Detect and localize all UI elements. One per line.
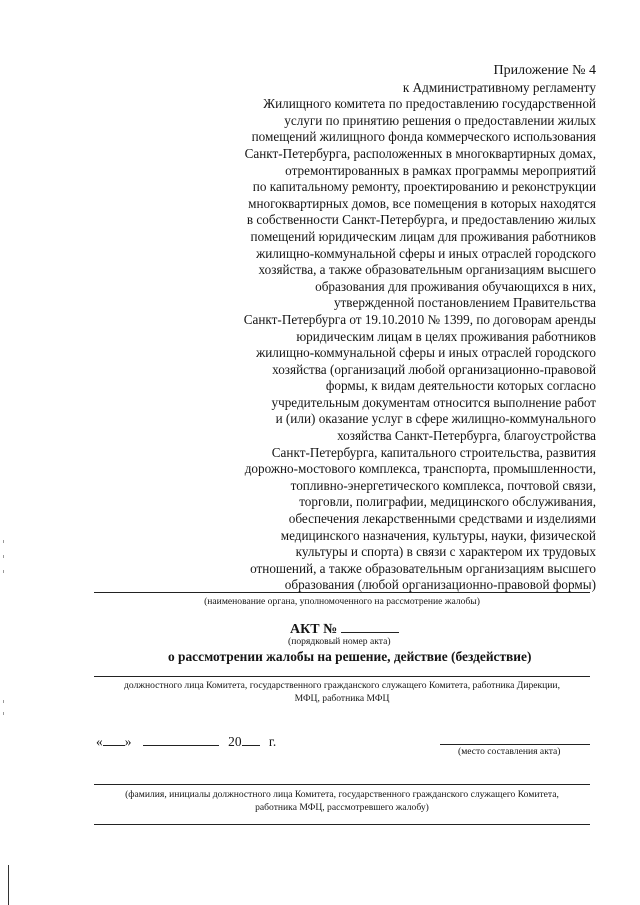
appendix-line: отношений, а также образовательным организациям высшего xyxy=(250,560,596,576)
authority-caption: (наименование органа, уполномоченного на рассмотрение жалобы) xyxy=(204,596,480,607)
date-day-field[interactable] xyxy=(103,733,125,746)
place-field[interactable] xyxy=(440,744,590,745)
appendix-line: помещений юридическим лицам для проживания работников xyxy=(250,228,596,244)
appendix-line: обеспечения лекарственными средствами и изделиями xyxy=(288,511,596,527)
act-number-caption: (порядковый номер акта) xyxy=(288,636,391,647)
appendix-line: топливно-энергетического комплекса, почтовой связи, xyxy=(290,477,596,493)
appendix-line: образования для проживания обучающихся в них, xyxy=(315,278,596,294)
appendix-line: Жилищного комитета по предоставлению государственной xyxy=(263,96,596,112)
appendix-line: в собственности Санкт-Петербурга, и предоставлению жилых xyxy=(246,212,596,228)
scan-mark xyxy=(3,700,4,703)
authority-name-field[interactable] xyxy=(94,592,590,593)
appendix-line: Санкт-Петербурга, расположенных в многоквартирных домах, xyxy=(244,145,596,161)
appendix-line: формы, к видам деятельности которых согласно xyxy=(325,378,596,394)
reviewer-caption-line2: работника МФЦ, рассмотревшего жалобу) xyxy=(255,802,429,813)
reviewer-extra-line[interactable] xyxy=(94,824,590,825)
appendix-line: многоквартирных домов, все помещения в которых находятся xyxy=(248,195,596,211)
appendix-line: по капитальному ремонту, проектированию и реконструкции xyxy=(252,179,596,195)
act-label: АКТ № xyxy=(290,622,338,637)
appendix-line: юридическим лицам в целях проживания работников xyxy=(296,328,596,344)
date-open-quote: « xyxy=(96,734,103,749)
appendix-line: образования (любой организационно-правовой формы) xyxy=(284,577,596,593)
official-name-field[interactable] xyxy=(94,676,590,677)
act-number-field[interactable] xyxy=(341,620,399,633)
appendix-line: медицинского назначения, культуры, науки, физической xyxy=(280,527,596,543)
scan-mark xyxy=(3,570,4,573)
reviewer-name-field[interactable] xyxy=(94,784,590,785)
appendix-line: хозяйства, а также образовательным организациям высшего xyxy=(258,262,596,278)
appendix-line: учредительным документам относится выполнение работ xyxy=(271,394,596,410)
date-year-prefix: 20 xyxy=(228,734,242,749)
appendix-line: к Административному регламенту xyxy=(402,79,596,95)
scan-mark xyxy=(3,555,4,558)
appendix-line: Санкт-Петербурга, капитального строительства, развития xyxy=(271,444,596,460)
appendix-line: торговли, полиграфии, медицинского обслуживания, xyxy=(299,494,596,510)
official-caption-line1: должностного лица Комитета, государственного гражданского служащего Комитета, работника Дирекции, xyxy=(124,680,560,691)
scan-mark xyxy=(3,540,4,543)
date-year-suffix: г. xyxy=(268,734,277,749)
appendix-line: услуги по принятию решения о предоставлении жилых xyxy=(284,112,596,128)
date-month-field[interactable] xyxy=(143,733,219,746)
margin-line xyxy=(8,865,9,905)
appendix-line: хозяйства (организаций любой организационно-правовой xyxy=(272,361,596,377)
appendix-line: жилищно-коммунальной сферы и иных отраслей городского xyxy=(256,245,596,261)
place-caption: (место составления акта) xyxy=(458,746,561,757)
appendix-line: утвержденной постановлением Правительства xyxy=(333,295,596,311)
appendix-line: Санкт-Петербурга от 19.10.2010 № 1399, по договорам аренды xyxy=(243,311,596,327)
date-close-quote: » xyxy=(124,734,132,749)
scan-mark xyxy=(3,712,4,715)
act-date xyxy=(96,733,276,750)
appendix-line: помещений жилищного фонда коммерческого использования xyxy=(251,129,596,145)
appendix-title: Приложение № 4 xyxy=(493,63,596,78)
appendix-line: отремонтированных в рамках программы мероприятий xyxy=(285,162,596,178)
appendix-header xyxy=(230,63,596,594)
appendix-line: культуры и спорта) в связи с характером их трудовых xyxy=(295,544,596,560)
reviewer-caption-line1: (фамилия, инициалы должностного лица Комитета, государственного гражданского служащего Комитета, xyxy=(125,789,559,800)
official-caption-line2: МФЦ, работника МФЦ xyxy=(294,693,390,704)
appendix-line: жилищно-коммунальной сферы и иных отраслей городского xyxy=(256,345,596,361)
appendix-line: дорожно-мостового комплекса, транспорта, промышленности, xyxy=(244,461,596,477)
act-subject: о рассмотрении жалобы на решение, действие (бездействие) xyxy=(168,649,532,664)
date-year-field[interactable] xyxy=(242,733,260,746)
appendix-line: хозяйства Санкт-Петербурга, благоустройства xyxy=(337,428,596,444)
appendix-line: и (или) оказание услуг в сфере жилищно-коммунального xyxy=(275,411,596,427)
